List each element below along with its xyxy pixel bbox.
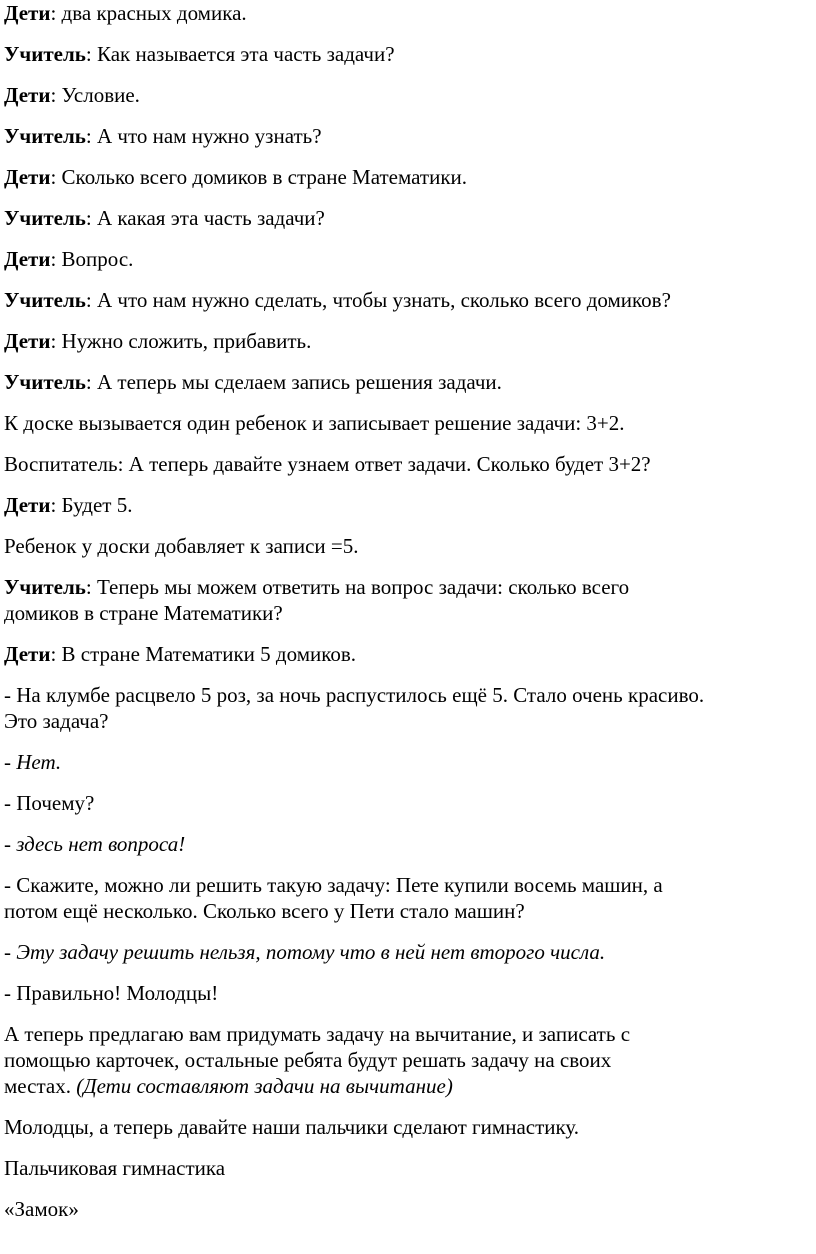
speaker-label: Дети	[4, 493, 51, 517]
line-text: А что нам нужно узнать?	[96, 124, 322, 148]
teacher-question-line	[4, 574, 816, 600]
italic-answer: здесь нет вопроса!	[16, 832, 186, 856]
speaker-separator: :	[85, 575, 97, 599]
dash: -	[4, 750, 17, 774]
cars-task-line-1: - Скажите, можно ли решить такую задачу: Пете купили восемь машин, а	[4, 873, 663, 897]
praise-line: - Правильно! Молодцы!	[4, 981, 219, 1005]
line-text: два красных домика.	[61, 1, 247, 25]
speaker-label: Учитель	[4, 575, 86, 599]
italic-answer: Нет.	[16, 750, 62, 774]
subtraction-line-1: А теперь предлагаю вам придумать задачу на вычитание, и записать с	[4, 1022, 631, 1046]
dialogue-line	[4, 82, 816, 108]
dialogue-line	[4, 164, 816, 190]
dash: -	[4, 832, 17, 856]
speaker-label: Учитель	[4, 288, 86, 312]
line-text: Нужно сложить, прибавить.	[61, 329, 312, 353]
narration-board: К доске вызывается один ребенок и записывает решение задачи: 3+2.	[4, 411, 625, 435]
dialogue-line	[4, 0, 816, 26]
speaker-separator: :	[85, 288, 97, 312]
cars-task-line-2: потом ещё несколько. Сколько всего у Пети стало машин?	[4, 899, 525, 923]
speaker-separator: :	[85, 370, 97, 394]
narration-add-equals: Ребенок у доски добавляет к записи =5.	[4, 534, 359, 558]
speaker-separator: :	[50, 642, 62, 666]
speaker-label: Учитель	[4, 206, 86, 230]
narration-educator: Воспитатель: А теперь давайте узнаем ответ задачи. Сколько будет 3+2?	[4, 452, 651, 476]
dialogue-line	[4, 246, 816, 272]
speaker-label: Дети	[4, 83, 51, 107]
roses-task-line-2: Это задача?	[4, 709, 109, 733]
speaker-label: Дети	[4, 165, 51, 189]
speaker-separator: :	[85, 42, 97, 66]
dialogue-line	[4, 328, 816, 354]
speaker-separator: :	[50, 247, 62, 271]
line-text: Как называется эта часть задачи?	[96, 42, 395, 66]
line-text: А что нам нужно сделать, чтобы узнать, сколько всего домиков?	[96, 288, 671, 312]
dialogue-block	[4, 0, 816, 395]
speaker-label: Дети	[4, 1, 51, 25]
italic-answer: Эту задачу решить нельзя, потому что в ней нет второго числа.	[16, 940, 606, 964]
speaker-separator: :	[50, 493, 62, 517]
speaker-label: Учитель	[4, 370, 86, 394]
line-text: Теперь мы можем ответить на вопрос задачи: сколько всего	[96, 575, 630, 599]
children-final-line	[4, 641, 816, 667]
speaker-label: Дети	[4, 642, 51, 666]
line-text: местах.	[4, 1074, 77, 1098]
line-text: А теперь мы сделаем запись решения задачи.	[96, 370, 502, 394]
line-text: А какая эта часть задачи?	[96, 206, 325, 230]
dialogue-line	[4, 369, 816, 395]
speaker-label: Дети	[4, 329, 51, 353]
subtraction-line-2: помощью карточек, остальные ребята будут решать задачу на своих	[4, 1048, 612, 1072]
dash: -	[4, 940, 17, 964]
speaker-separator: :	[50, 165, 62, 189]
exercise-name: «Замок»	[4, 1197, 79, 1221]
no-question-line	[4, 831, 816, 857]
why-line: - Почему?	[4, 791, 95, 815]
gymnastics-title: Пальчиковая гимнастика	[4, 1156, 226, 1180]
dialogue-line	[4, 123, 816, 149]
gymnastics-intro: Молодцы, а теперь давайте наши пальчики сделают гимнастику.	[4, 1115, 580, 1139]
line-text: Условие.	[61, 83, 140, 107]
line-text: В стране Математики 5 домиков.	[61, 642, 357, 666]
dialogue-line	[4, 205, 816, 231]
italic-note: (Дети составляют задачи на вычитание)	[76, 1074, 453, 1098]
speaker-separator: :	[85, 206, 97, 230]
line-text: Вопрос.	[61, 247, 134, 271]
dialogue-line	[4, 287, 816, 313]
speaker-separator: :	[50, 83, 62, 107]
speaker-separator: :	[50, 329, 62, 353]
no-answer-line	[4, 749, 816, 775]
speaker-separator: :	[85, 124, 97, 148]
line-text: Сколько всего домиков в стране Математики.	[61, 165, 468, 189]
subtraction-line-3	[4, 1073, 816, 1099]
dialogue-line	[4, 41, 816, 67]
cannot-solve-line	[4, 939, 816, 965]
speaker-label: Дети	[4, 247, 51, 271]
document-page	[4, 0, 816, 1222]
speaker-label: Учитель	[4, 124, 86, 148]
speaker-label: Учитель	[4, 42, 86, 66]
speaker-separator: :	[50, 1, 62, 25]
children-answer-line	[4, 492, 816, 518]
teacher-question-line-2: домиков в стране Математики?	[4, 601, 283, 625]
line-text: Будет 5.	[61, 493, 133, 517]
roses-task-line-1: - На клумбе расцвело 5 роз, за ночь распустилось ещё 5. Стало очень красиво.	[4, 683, 705, 707]
